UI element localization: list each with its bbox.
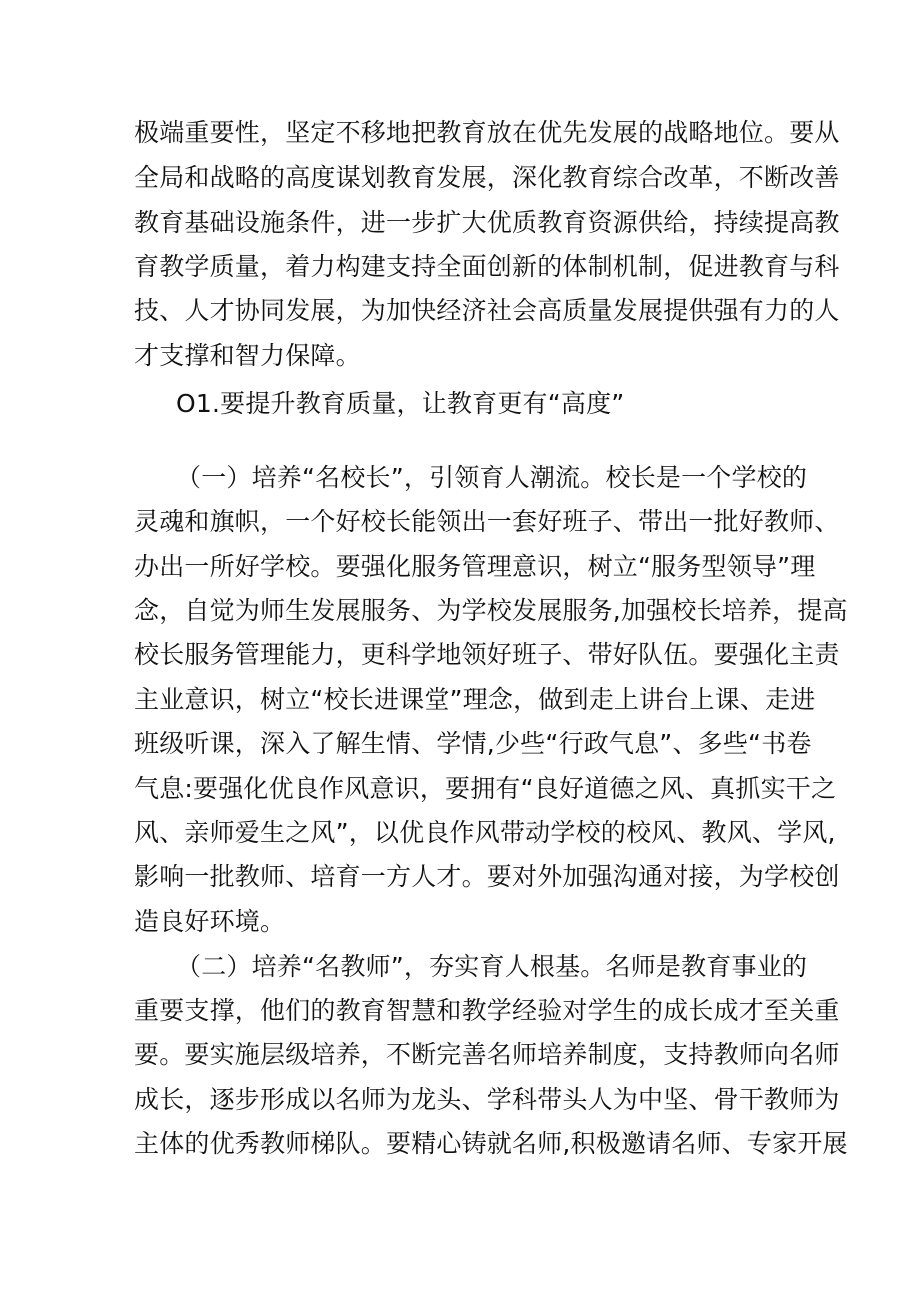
- paragraph-3-line-5: 主体的优秀教师梯队。要精心铸就名师,积极邀请名师、专家开展: [134, 1129, 848, 1158]
- paragraph-2-line-5: 校长服务管理能力，更科学地领好班子、带好队伍。要强化主责: [134, 640, 840, 669]
- paragraph-3-line-3: 要。要实施层级培养，不断完善名师培养制度，支持教师向名师: [134, 1040, 840, 1069]
- paragraph-2-line-1: （一）培养“名校长”，引领育人潮流。校长是一个学校的: [176, 463, 808, 492]
- paragraph-1-line-1: 极端重要性，坚定不移地把教育放在优先发展的战略地位。要从: [134, 118, 840, 147]
- paragraph-2-line-2: 灵魂和旗帜，一个好校长能领出一套好班子、带出一批好教师、: [134, 507, 840, 536]
- paragraph-2-line-7: 班级听课，深入了解生情、学情,少些“行政气息”、多些“书卷: [134, 729, 812, 758]
- paragraph-2-line-3: 办出一所好学校。要强化服务管理意识，树立“服务型领导”理: [134, 552, 816, 581]
- paragraph-2-line-11: 造良好环境。: [134, 907, 286, 936]
- paragraph-3-line-4: 成长，逐步形成以名师为龙头、学科带头人为中坚、骨干教师为: [134, 1085, 840, 1114]
- paragraph-2-line-9: 风、亲师爱生之风”，以优良作风带动学校的校风、教风、学风,: [134, 818, 836, 847]
- paragraph-2-line-6: 主业意识，树立“校长进课堂”理念，做到走上讲台上课、走进: [134, 685, 816, 714]
- paragraph-2-line-8: 气息:要强化优良作风意识，要拥有“良好道德之风、真抓实干之: [134, 774, 837, 803]
- paragraph-1-line-6: 才支撑和智力保障。: [134, 341, 361, 370]
- paragraph-2-line-10: 影响一批教师、培育一方人才。要对外加强沟通对接，为学校创: [134, 862, 840, 891]
- paragraph-1-line-3: 教育基础设施条件，进一步扩大优质教育资源供给，持续提高教: [134, 208, 840, 237]
- paragraph-1-line-4: 育教学质量，着力构建支持全面创新的体制机制，促进教育与科: [134, 252, 840, 281]
- paragraph-3-line-1: （二）培养“名教师”，夯实育人根基。名师是教育事业的: [176, 952, 808, 981]
- paragraph-2-line-4: 念，自觉为师生发展服务、为学校发展服务,加强校长培养，提高: [134, 596, 848, 625]
- section-heading: O1.要提升教育质量，让教育更有“高度”: [176, 389, 625, 418]
- paragraph-1-line-5: 技、人才协同发展，为加快经济社会高质量发展提供强有力的人: [134, 296, 840, 325]
- paragraph-1-line-2: 全局和战略的高度谋划教育发展，深化教育综合改革，不断改善: [134, 163, 840, 192]
- paragraph-3-line-2: 重要支撑，他们的教育智慧和教学经验对学生的成长成才至关重: [134, 996, 840, 1025]
